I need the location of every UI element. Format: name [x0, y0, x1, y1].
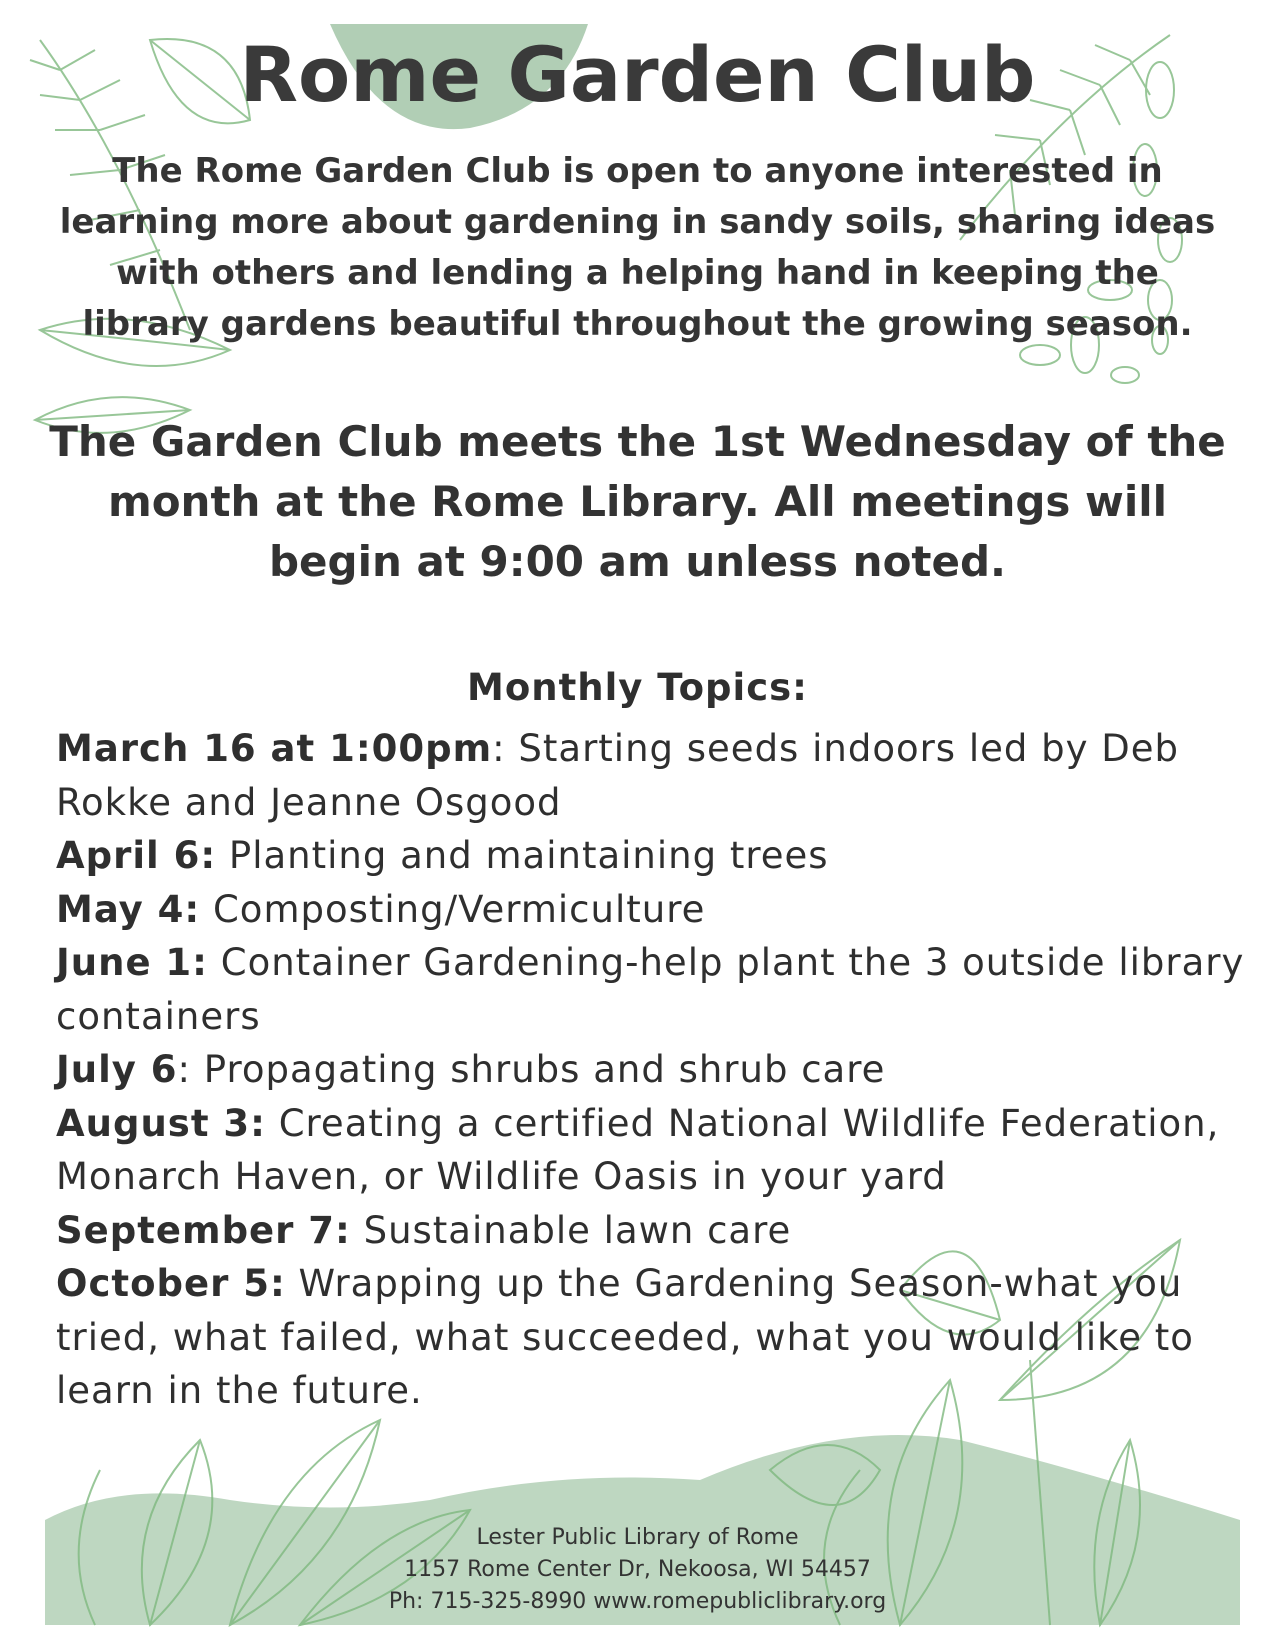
- topic-text: Composting/Vermiculture: [212, 887, 706, 931]
- topic-text: Container Gardening-help plant the 3 outside library containers: [56, 941, 1245, 1038]
- topic-date: August 3:: [56, 1101, 266, 1145]
- topics-list: [56, 722, 1246, 1418]
- topic-date: October 5:: [56, 1262, 286, 1305]
- topics-heading: Monthly Topics:: [467, 666, 808, 709]
- topic-date: April 6:: [56, 834, 217, 877]
- topic-text: Planting and maintaining trees: [228, 834, 829, 877]
- topic-item: [56, 829, 1246, 883]
- topic-item: July 6: Propagating shrubs and shrub care: [56, 1048, 886, 1091]
- topic-date: March 16 at 1:00pm: [56, 727, 493, 770]
- topic-date: May 4:: [56, 887, 201, 931]
- topic-text: Sustainable lawn care: [363, 1208, 792, 1252]
- topic-text: Creating a certified National Wildlife Federation, Monarch Haven, or Wildlife Oasis in your yard: [56, 1101, 1220, 1198]
- meeting-info: The Garden Club meets the 1st Wednesday of the month at the Rome Library. All meetings will begin at 9:00 am unless noted.: [49, 417, 1226, 586]
- topic-date: June 1:: [56, 941, 208, 984]
- topic-text: Wrapping up the Gardening Season-what you tried, what failed, what succeeded, what you would like to learn in the future.: [56, 1262, 1194, 1412]
- topic-item: [56, 1257, 1246, 1418]
- library-footer: [0, 1522, 1275, 1618]
- topic-date: July 6: [56, 1048, 178, 1091]
- topic-text: Propagating shrubs and shrub care: [203, 1048, 886, 1091]
- topic-item: March 16 at 1:00pm: Starting seeds indoors led by Deb Rokke and Jeanne Osgood: [56, 727, 1180, 824]
- topic-item: [56, 1204, 1246, 1258]
- topic-date: September 7:: [56, 1208, 351, 1252]
- topic-text: Starting seeds indoors led by Deb Rokke and Jeanne Osgood: [56, 727, 1180, 824]
- library-name: Lester Public Library of Rome: [476, 1525, 799, 1550]
- library-address: 1157 Rome Center Dr, Nekoosa, WI 54457: [404, 1557, 871, 1582]
- intro-paragraph: The Rome Garden Club is open to anyone interested in learning more about gardening in sandy soils, sharing ideas with others and lending a helping hand in keeping the library gardens beautiful throughout the growing season.: [59, 151, 1216, 344]
- library-contact: Ph: 715-325-8990 www.romepubliclibrary.org: [388, 1589, 887, 1614]
- topic-item: [56, 883, 1246, 937]
- topic-item: [56, 936, 1246, 1043]
- topic-item: [56, 1097, 1246, 1204]
- page-title: Rome Garden Club: [239, 30, 1036, 119]
